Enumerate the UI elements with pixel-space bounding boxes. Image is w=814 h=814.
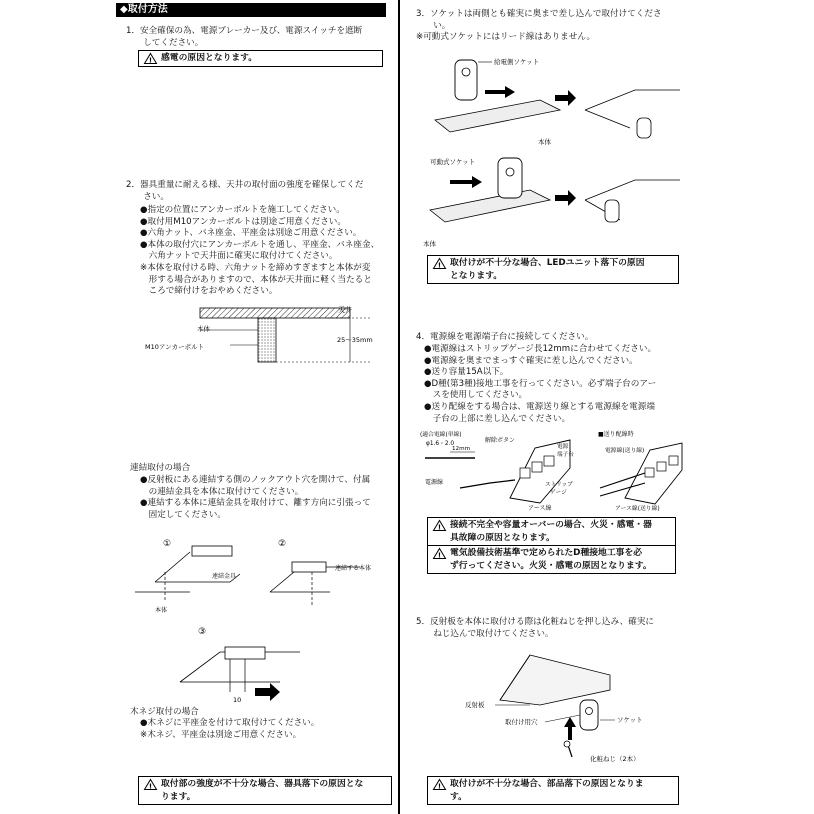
bullet-line: ●電源線はストリップゲージ長12mmに合わせてください。 xyxy=(424,344,657,354)
warning-text: す。 xyxy=(450,791,467,802)
reflector-diagram xyxy=(460,645,660,770)
link-diagram xyxy=(130,532,390,707)
link-bullets xyxy=(140,475,371,521)
warning-text: ります。 xyxy=(161,791,196,802)
bullet-line: ●反射板にある連結する側のノックアウト穴を開けて、付属 xyxy=(140,475,371,485)
arrow-right-icon xyxy=(555,90,576,106)
step-5 xyxy=(416,617,654,640)
step-number-3: ③ xyxy=(198,627,207,637)
body-label: 本体 xyxy=(155,607,168,614)
step-2-bullets xyxy=(140,205,379,298)
step-1-line: してください。 xyxy=(126,37,204,48)
bullet-line: 形する場合がありますので、本体が天井面に軽く当たると xyxy=(140,274,372,285)
strip-length-label: 12mm xyxy=(452,446,471,452)
warning-text: ず行ってください。火災・感電の原因となります。 xyxy=(450,560,652,571)
dimension-label: 10 xyxy=(233,696,242,704)
step-3-line: い。 xyxy=(416,20,451,31)
step-3-note: ※可動式ソケットにはリード線はありません。 xyxy=(416,32,596,43)
bullet-line: の連結金具を本体に取付けてください。 xyxy=(140,486,304,497)
terminal-label: 電源 xyxy=(557,444,569,450)
ceiling-label: 天井 xyxy=(338,306,352,314)
warning-text: 取付けが不十分な場合、LEDユニット落下の原因 xyxy=(450,258,645,268)
wire-size-label: φ1.6・2.0 xyxy=(426,441,455,447)
bullet-line: ●連結する本体に連結金具を取付けて、離す方向に引張って xyxy=(140,498,371,509)
warning-text: 取付けが不十分な場合、部品落下の原因となりま xyxy=(450,779,644,789)
anchor-bolt-diagram xyxy=(145,300,380,390)
svg-text:!: ! xyxy=(148,782,153,791)
warning-icon xyxy=(433,779,446,790)
strip-gauge-label: ストリップ xyxy=(545,482,573,488)
other-body-label: 連結する本体 xyxy=(335,565,372,572)
bullet-line: 固定してください。 xyxy=(140,509,226,520)
bullet-line: 六角ナットで天井面に確実に取付けてください。 xyxy=(140,251,338,262)
warning-text: となります。 xyxy=(450,270,503,281)
body-label-2: 本体 xyxy=(423,240,436,248)
fitting-label: 連結金具 xyxy=(212,573,237,580)
mounting-hole-label: 取付け用穴 xyxy=(505,718,538,726)
bullet-line: ●六角ナット、バネ座金、平座金は別途ご用意ください。 xyxy=(140,228,362,239)
reflector-label: 反射板 xyxy=(465,701,485,709)
bullet-line: ●D種(第3種)接地工事を行ってください。必ず端子台のアー xyxy=(424,378,657,389)
step-number-2: ② xyxy=(278,539,287,549)
step-4-bullets xyxy=(424,344,656,425)
bullet-line: ●木ネジに平座金を付けて取付けてください。 xyxy=(140,718,320,728)
step-4: 4．電源線を電源端子台に接続してください。 xyxy=(416,332,594,342)
screw-label: 化粧ねじ（2本） xyxy=(590,755,640,763)
earth-wire-label: アース線 xyxy=(528,505,552,512)
link-title: 連結取付の場合 xyxy=(130,463,191,473)
step-3-line: 3．ソケットは両側とも確実に奥まで差し込んで取付けてくださ xyxy=(416,9,662,19)
feed-socket-label: 給電側ソケット xyxy=(494,58,540,66)
warning-icon xyxy=(433,548,446,559)
warning-box-4b xyxy=(427,545,676,574)
svg-text:!: ! xyxy=(148,56,153,65)
step-2-line: 2．器具重量に耐える様、天井の取付面の強度を確保してくだ xyxy=(126,180,364,190)
arrow-icon xyxy=(485,86,515,98)
warning-box-5 xyxy=(427,776,679,805)
terminal-label: 端子台 xyxy=(557,452,574,458)
power-wire-label: 電源線 xyxy=(425,479,444,486)
warning-text: 具故障の原因となります。 xyxy=(450,532,555,543)
strip-gauge-label: ゲージ xyxy=(550,490,567,496)
body-label: 本体 xyxy=(538,138,551,146)
arrow-icon xyxy=(450,176,482,188)
bullet-line: ●取付用M10アンカーボルトは別途ご用意ください。 xyxy=(140,216,346,227)
warning-box-4a xyxy=(427,517,676,546)
step-5-line: ねじ込んで取付けてください。 xyxy=(416,628,554,639)
step-3 xyxy=(416,9,662,44)
bullet-line: ※木ネジ、平座金は別途ご用意ください。 xyxy=(140,729,302,740)
step-2-line: さい。 xyxy=(126,191,169,202)
warning-text: 取付部の強度が不十分な場合、器具落下の原因とな xyxy=(161,779,364,789)
warning-text: 接続不完全や容量オーバーの場合、火災・感電・器 xyxy=(450,520,652,530)
step-number-1: ① xyxy=(163,539,172,549)
svg-text:!: ! xyxy=(437,782,442,791)
bullet-line: スを使用してください。 xyxy=(424,390,528,401)
section-header: ◆取付方法 xyxy=(116,3,386,17)
bullet-line: ころで締付けをおやめください。 xyxy=(140,286,278,297)
warning-text: 感電の原因となります。 xyxy=(161,53,258,63)
wood-title: 木ネジ取付の場合 xyxy=(130,707,199,717)
feed-earth-label: アース線(送り線) xyxy=(615,506,660,512)
warning-icon xyxy=(433,520,446,531)
warning-box-3 xyxy=(427,255,679,284)
warning-icon xyxy=(144,53,157,64)
warning-box-2 xyxy=(138,776,392,805)
warning-box-1 xyxy=(138,50,383,67)
release-button-label: 解除ボタン xyxy=(485,437,516,444)
arrow-right-icon xyxy=(555,190,576,206)
svg-text:!: ! xyxy=(437,551,442,560)
socket-label: ソケット xyxy=(617,716,643,724)
movable-socket-label: 可動式ソケット xyxy=(430,158,476,166)
warning-icon xyxy=(144,779,157,790)
step-5-line: 5．反射板を本体に取付ける際は化粧ねじを押し込み、確実に xyxy=(416,617,655,627)
svg-text:!: ! xyxy=(437,523,442,532)
bullet-line: ●電源線を奥までまっすぐ確実に差し込んでください。 xyxy=(424,355,638,366)
step-1-line: 1．安全確保の為、電源ブレーカー及び、電源スイッチを遮断 xyxy=(126,26,363,36)
socket-diagram xyxy=(420,50,680,250)
warning-icon xyxy=(433,258,446,269)
bullet-line: ●送り配線をする場合は、電源送り線とする電源線を電源端 xyxy=(424,401,655,412)
body-label: 本体 xyxy=(197,325,210,333)
bullet-line: ●本体の取付穴にアンカーボルトを通し、平座金、バネ座金、 xyxy=(140,239,380,250)
bolt-label: M10アンカーボルト xyxy=(145,343,205,351)
column-divider xyxy=(398,0,400,814)
warning-text: 電気設備技術基準で定められたD種接地工事を必 xyxy=(450,548,643,558)
step-2 xyxy=(126,180,364,203)
dimension-label: 25～35mm xyxy=(337,336,373,344)
arrow-up-icon xyxy=(564,717,576,740)
arrow-right-icon xyxy=(255,683,280,701)
bullet-line: 子台の上部に差し込んでください。 xyxy=(424,413,571,424)
wire-spec-label: (適合電線(単線) xyxy=(420,432,462,438)
terminal-block-diagram xyxy=(420,428,685,513)
bullet-line: ●指定の位置にアンカーボルトを施工してください。 xyxy=(140,205,345,215)
svg-text:!: ! xyxy=(437,261,442,270)
wood-bullets xyxy=(140,718,319,741)
feed-power-label: 電源線(送り線) xyxy=(605,448,645,454)
bullet-line: ※本体を取付ける時、六角ナットを締めすぎますと本体が変 xyxy=(140,262,371,273)
feed-title: ■送り配線時 xyxy=(598,431,634,438)
step-1 xyxy=(126,26,362,49)
bullet-line: ●送り容量15A以下。 xyxy=(424,367,509,378)
